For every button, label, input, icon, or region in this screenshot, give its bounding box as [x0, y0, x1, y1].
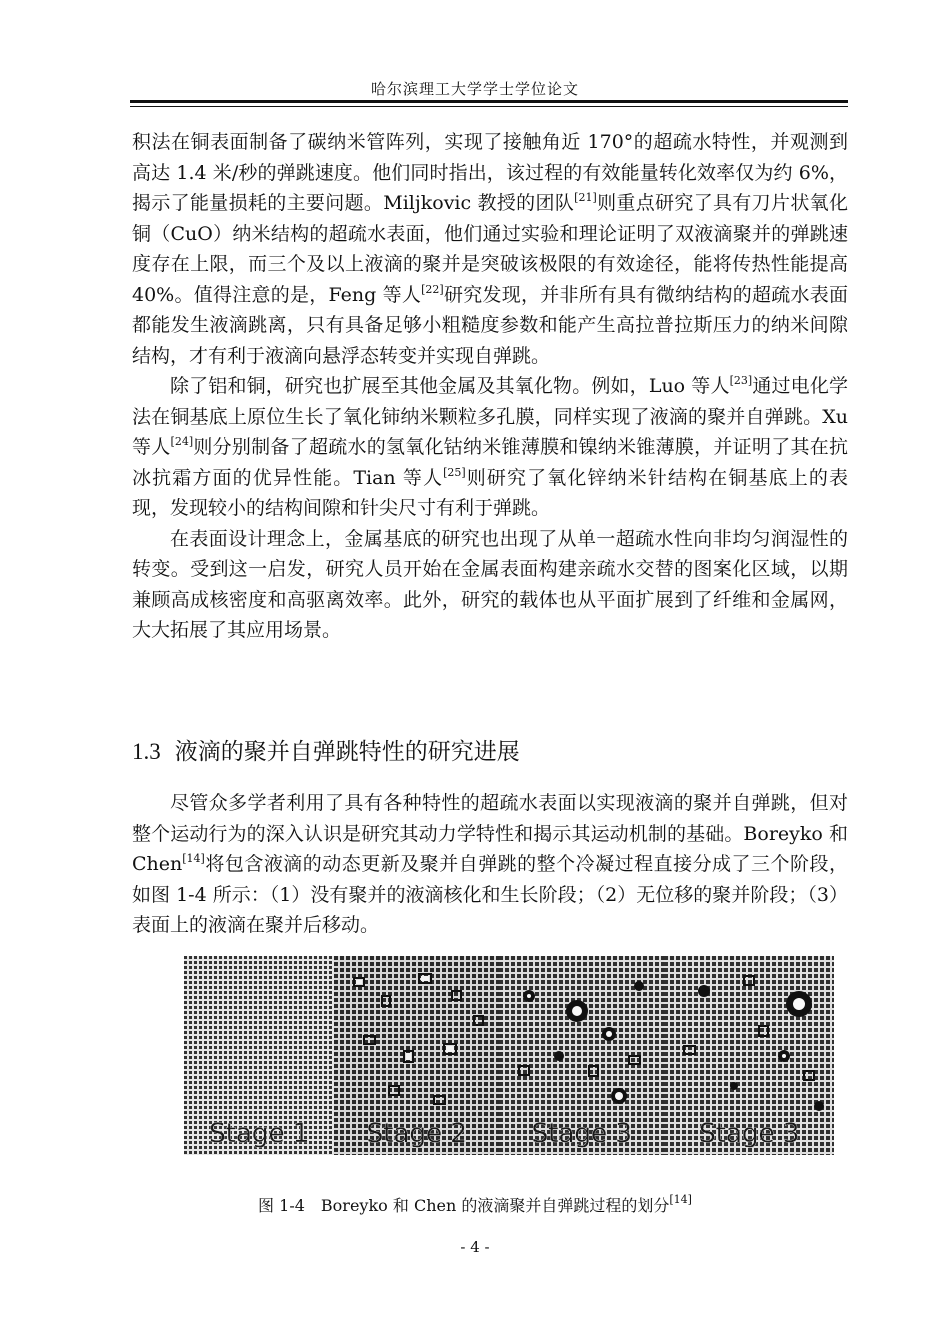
section-heading — [132, 733, 520, 766]
text-run: 除了铝和铜，研究也扩展至其他金属及其氧化物。例如，Luo 等人 — [170, 375, 730, 397]
citation-22: [22] — [421, 282, 444, 296]
figure-panel-stage-1 — [184, 956, 334, 1155]
stage-label: Stage 1 — [208, 1118, 310, 1149]
text-run: 则研究了氧化锌纳米针结构在铜基底上的表现，发现较小的结构间隙和针尖尺寸有利于弹跳。 — [132, 466, 848, 519]
text-run: 尽管众多学者利用了具有各种特性的超疏水表面以实现液滴的聚并自弹跳，但对整个运动行为的深入认识是研究其动力学特性和揭示其运动机制的基础。Boreyko 和 Chen — [132, 792, 848, 875]
body-text-upper — [132, 127, 848, 646]
figure-caption — [0, 1193, 950, 1216]
stage-label: Stage 2 — [366, 1118, 467, 1149]
section-title: 液滴的聚并自弹跳特性的研究进展 — [174, 739, 520, 765]
citation-24: [24] — [170, 435, 194, 448]
citation-25: [25] — [443, 465, 466, 479]
text-run: 研究发现，并非所有具有微纳结构的超疏水表面都能发生液滴跳离，只有具备足够小粗糙度参数和能产生高拉普拉斯压力的纳米间隙结构，才有利于液滴向悬浮态转变并实现自弹跳。 — [132, 283, 848, 367]
paragraph-4 — [132, 788, 848, 941]
header-rule-thin — [130, 106, 848, 107]
text-run: 通过电化学法在铜基底上原位生长了氧化铈纳米颗粒多孔膜，同样实现了液滴的聚并自弹跳。Xu 等人 — [132, 375, 848, 458]
text-run: 则分别制备了超疏水的氢氧化钴纳米锥薄膜和镍纳米锥薄膜，并证明了其在抗冰抗霜方面的优异性能。Tian 等人 — [132, 436, 848, 489]
section-number: 1.3 — [132, 739, 161, 764]
stage-label: Stage 3 — [698, 1118, 800, 1149]
paragraph-1 — [132, 127, 848, 371]
figure-panel-stage-3a — [499, 956, 664, 1155]
page-number: - 4 - — [460, 1238, 490, 1256]
caption-text: 图 1-4 Boreyko 和 Chen 的液滴聚并自弹跳过程的划分 — [258, 1196, 670, 1215]
text-run: 在表面设计理念上，金属基底的研究也出现了从单一超疏水性向非均匀润湿性的转变。受到这一启发，研究人员开始在金属表面构建亲疏水交替的图案化区域，以期兼顾高成核密度和高驱离效率。此外，研究的载体也从平面扩展到了纤维和金属网，大大拓展了其应用场景。 — [132, 527, 848, 641]
figure-panel-stage-3b — [664, 956, 834, 1155]
text-run: 将包含液滴的动态更新及聚并自弹跳的整个冷凝过程直接分成了三个阶段，如图 1-4 所示：（1）没有聚并的液滴核化和生长阶段；（2）无位移的聚并阶段；（3）表面上的液滴在聚并后移动。 — [132, 853, 848, 936]
header-title: 哈尔滨理工大学学士学位论文 — [370, 80, 579, 98]
caption-citation: [14] — [669, 1193, 692, 1206]
citation-23: [23] — [729, 374, 753, 387]
figure-1-4 — [184, 956, 834, 1155]
body-text-lower — [132, 788, 848, 941]
text-run: 积法在铜表面制备了碳纳米管阵列，实现了接触角近 170°的超疏水特性，并观测到高达 1.4 米/秒的弹跳速度。他们同时指出，该过程的有效能量转化效率仅为约 6%，揭示了能量损耗的主要问题。Miljkovic 教授的团队 — [132, 131, 848, 214]
text-run: 则重点研究了具有刀片状氧化铜（CuO）纳米结构的超疏水表面，他们通过实验和理论证明了双液滴聚并的弹跳速度存在上限，而三个及以上液滴的聚并是突破该极限的有效途径，能将传热性能提高 40%。值得注意的是，Feng 等人 — [132, 192, 848, 306]
header-rule — [130, 100, 848, 103]
citation-14: [14] — [182, 852, 205, 865]
citation-21: [21] — [574, 191, 597, 204]
paragraph-3 — [132, 524, 848, 646]
paragraph-2 — [132, 371, 848, 524]
stage-label: Stage 3 — [531, 1118, 632, 1149]
figure-panel-stage-2 — [334, 956, 499, 1155]
